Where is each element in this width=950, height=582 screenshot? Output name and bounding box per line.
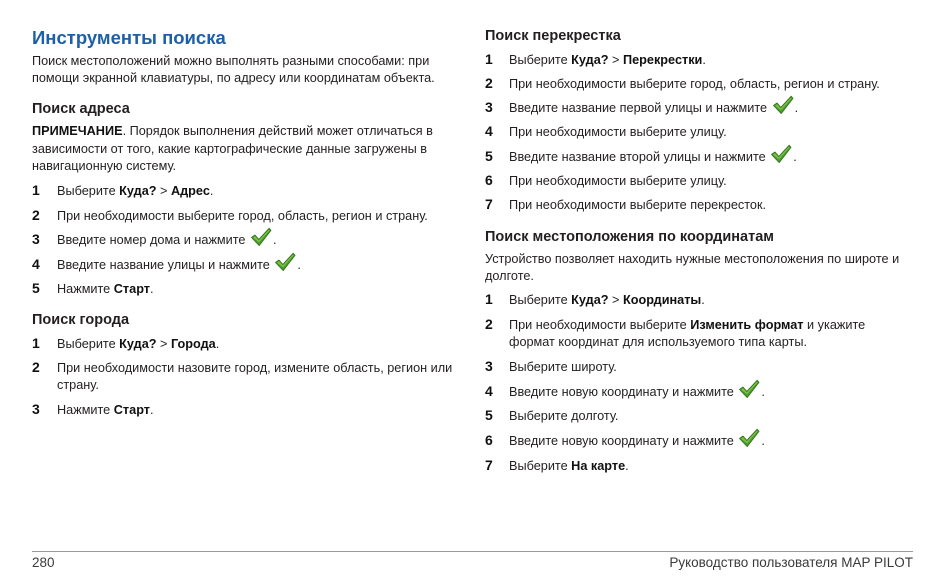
- step-number: 2: [32, 359, 40, 375]
- note: [32, 123, 472, 176]
- checkmark-icon: [771, 111, 795, 112]
- menu-label: Куда?: [571, 52, 609, 67]
- intersection-steps: [485, 51, 915, 215]
- step-number: 2: [485, 316, 493, 333]
- section-heading-city-search: Поиск города: [32, 312, 130, 328]
- step-number: 5: [485, 147, 493, 164]
- step-text: [509, 384, 765, 401]
- menu-label: Куда?: [571, 293, 609, 308]
- step-text: [509, 292, 705, 309]
- menu-label: Перекрестки: [622, 52, 703, 67]
- note-label: ПРИМЕЧАНИЕ: [32, 124, 123, 138]
- step-text-part: .: [794, 101, 799, 116]
- checkmark-icon: [249, 243, 273, 244]
- step-text: [57, 257, 301, 274]
- step-text-part: и укажите: [803, 318, 866, 333]
- manual-title: Руководство пользователя MAP PILOT: [669, 555, 913, 570]
- address-step-3: [32, 231, 472, 249]
- note-line: зависимости от того, какие картографические данные загружены в: [32, 141, 427, 156]
- step-text: [57, 183, 213, 200]
- step-number: 1: [32, 182, 40, 198]
- step-text: [509, 100, 798, 117]
- address-step-2: [32, 207, 472, 225]
- step-text-part: Выберите: [509, 293, 572, 308]
- step-text: [57, 360, 452, 394]
- step-number: 6: [485, 431, 493, 448]
- step-text: [57, 402, 154, 419]
- step-text-line: формат координат для используемого типа карты.: [509, 335, 807, 350]
- note-line: [32, 123, 472, 141]
- note-text: . Порядок выполнения действий может отличаться в: [122, 124, 433, 138]
- step-text-part: Нажмите: [57, 282, 114, 296]
- checkmark-icon: [250, 227, 272, 247]
- step-number: 1: [32, 334, 40, 351]
- step-number: 3: [32, 400, 40, 417]
- step-number: 4: [32, 255, 40, 272]
- step-text-part: Нажмите: [57, 402, 114, 417]
- coordinate-steps: [485, 291, 915, 474]
- right-column: [485, 0, 915, 475]
- intersection-step-2: [485, 75, 915, 93]
- intersection-step-6: [485, 172, 915, 190]
- step-number: 4: [485, 123, 493, 140]
- intro-text: [32, 53, 472, 87]
- step-text: [509, 317, 865, 351]
- step-number: 2: [32, 206, 40, 223]
- checkmark-icon: [273, 268, 297, 269]
- section-heading-coordinate-search: Поиск местоположения по координатам: [485, 228, 774, 245]
- step-text-part: Введите название второй улицы и нажмите: [509, 149, 770, 164]
- step-text-part: .: [761, 384, 765, 399]
- menu-separator: >: [608, 52, 623, 67]
- step-text: Выберите долготу.: [509, 409, 619, 424]
- step-text-part: .: [702, 52, 706, 67]
- step-number: 5: [485, 407, 493, 424]
- description-line: долготе.: [485, 269, 534, 284]
- city-step-2: [32, 359, 472, 394]
- checkmark-icon: [274, 252, 296, 272]
- step-text-part: .: [209, 184, 214, 198]
- step-number: 3: [485, 99, 493, 116]
- step-number: 3: [485, 357, 493, 374]
- intro-line: помощи экранной клавиатуры, по адресу или координатам объекта.: [32, 71, 435, 85]
- page-title: Инструменты поиска: [32, 27, 226, 48]
- button-label: Старт: [113, 282, 150, 296]
- coordinate-description: [485, 251, 915, 285]
- footer-divider: [32, 551, 913, 552]
- section-heading-intersection-search: Поиск перекрестка: [485, 28, 621, 44]
- step-text-part: Выберите: [509, 52, 572, 67]
- coordinate-step-5: [485, 407, 915, 425]
- step-number: 3: [32, 231, 40, 247]
- intersection-step-4: [485, 123, 915, 141]
- step-text: Выберите широту.: [509, 359, 617, 374]
- step-number: 2: [485, 74, 493, 91]
- step-text-part: .: [793, 149, 797, 164]
- menu-label: Адрес: [170, 184, 210, 198]
- step-text-part: Введите название первой улицы и нажмите: [509, 101, 771, 116]
- step-number: 4: [485, 382, 493, 399]
- coordinate-step-1: [485, 291, 915, 309]
- menu-label: Куда?: [119, 184, 157, 198]
- step-text-part: .: [761, 433, 765, 448]
- step-number: 7: [485, 196, 493, 213]
- step-text: [509, 149, 797, 166]
- address-step-1: [32, 182, 472, 200]
- step-text-part: При необходимости выберите: [509, 318, 691, 333]
- step-text-part: .: [150, 402, 154, 417]
- section-heading-address-search: Поиск адреса: [32, 101, 130, 117]
- step-text-part: Выберите: [509, 458, 572, 473]
- step-number: 6: [485, 171, 493, 188]
- step-text-part: .: [701, 293, 705, 308]
- step-number: 1: [485, 291, 493, 308]
- step-text: [509, 458, 629, 475]
- step-text-part: .: [297, 257, 301, 272]
- step-text: [57, 336, 219, 353]
- checkmark-icon: [737, 395, 761, 396]
- step-text: [509, 52, 706, 69]
- intersection-step-3: [485, 99, 915, 117]
- coordinate-step-6: [485, 432, 915, 450]
- checkmark-icon: [737, 444, 761, 445]
- step-text: [57, 232, 277, 249]
- description-line: Устройство позволяет находить нужные местоположения по широте и: [485, 252, 900, 267]
- address-steps: [32, 182, 472, 298]
- city-step-3: [32, 401, 472, 419]
- step-text-part: Выберите: [57, 336, 120, 351]
- checkmark-icon: [772, 95, 794, 115]
- menu-label: Города: [170, 336, 216, 351]
- button-label: На карте: [571, 458, 626, 473]
- address-step-4: [32, 256, 472, 274]
- step-text-part: Введите новую координату и нажмите: [509, 433, 738, 448]
- note-line: навигационную систему.: [32, 159, 177, 173]
- step-text-part: Введите новую координату и нажмите: [509, 384, 738, 399]
- step-text: [509, 433, 765, 450]
- address-step-5: [32, 280, 472, 298]
- step-text: При необходимости выберите город, область, регион и страну.: [57, 208, 428, 223]
- step-text-line: При необходимости назовите город, измените область, регион или: [57, 361, 453, 375]
- step-number: 1: [485, 50, 493, 67]
- menu-label: Координаты: [622, 293, 702, 308]
- page-number: 280: [32, 555, 55, 570]
- coordinate-step-4: [485, 383, 915, 401]
- menu-separator: >: [608, 293, 623, 308]
- checkmark-icon: [770, 144, 792, 164]
- intersection-step-7: [485, 196, 915, 214]
- step-text: При необходимости выберите перекресток.: [509, 198, 767, 213]
- coordinate-step-7: [485, 457, 915, 475]
- step-text-part: .: [273, 233, 277, 247]
- step-text-part: .: [150, 282, 154, 296]
- menu-separator: >: [156, 184, 171, 198]
- city-step-1: [32, 335, 472, 353]
- coordinate-step-3: [485, 358, 915, 376]
- step-text-part: Введите название улицы и нажмите: [57, 257, 274, 272]
- step-text: При необходимости выберите улицу.: [509, 125, 727, 140]
- step-text: При необходимости выберите город, область, регион и страну.: [509, 76, 880, 91]
- intro-line: Поиск местоположений можно выполнять разными способами: при: [32, 54, 430, 68]
- step-text-part: Выберите: [57, 184, 120, 198]
- checkmark-icon: [738, 428, 760, 448]
- button-label: Изменить формат: [690, 318, 804, 333]
- step-number: 5: [32, 280, 40, 296]
- checkmark-icon: [738, 379, 760, 399]
- step-text-part: .: [625, 458, 629, 473]
- checkmark-icon: [769, 160, 793, 161]
- coordinate-step-2: [485, 316, 915, 351]
- step-text-line: страну.: [57, 378, 99, 392]
- intersection-step-1: [485, 51, 915, 69]
- step-text: При необходимости выберите улицу.: [509, 173, 727, 188]
- left-column: [32, 0, 472, 419]
- step-text-part: Введите номер дома и нажмите: [57, 233, 249, 247]
- menu-separator: >: [156, 336, 171, 351]
- button-label: Старт: [113, 402, 150, 417]
- step-number: 7: [485, 456, 493, 473]
- city-steps: [32, 335, 472, 419]
- step-text-part: .: [215, 336, 220, 351]
- menu-label: Куда?: [119, 336, 157, 351]
- step-text: [57, 281, 154, 298]
- intersection-step-5: [485, 148, 915, 166]
